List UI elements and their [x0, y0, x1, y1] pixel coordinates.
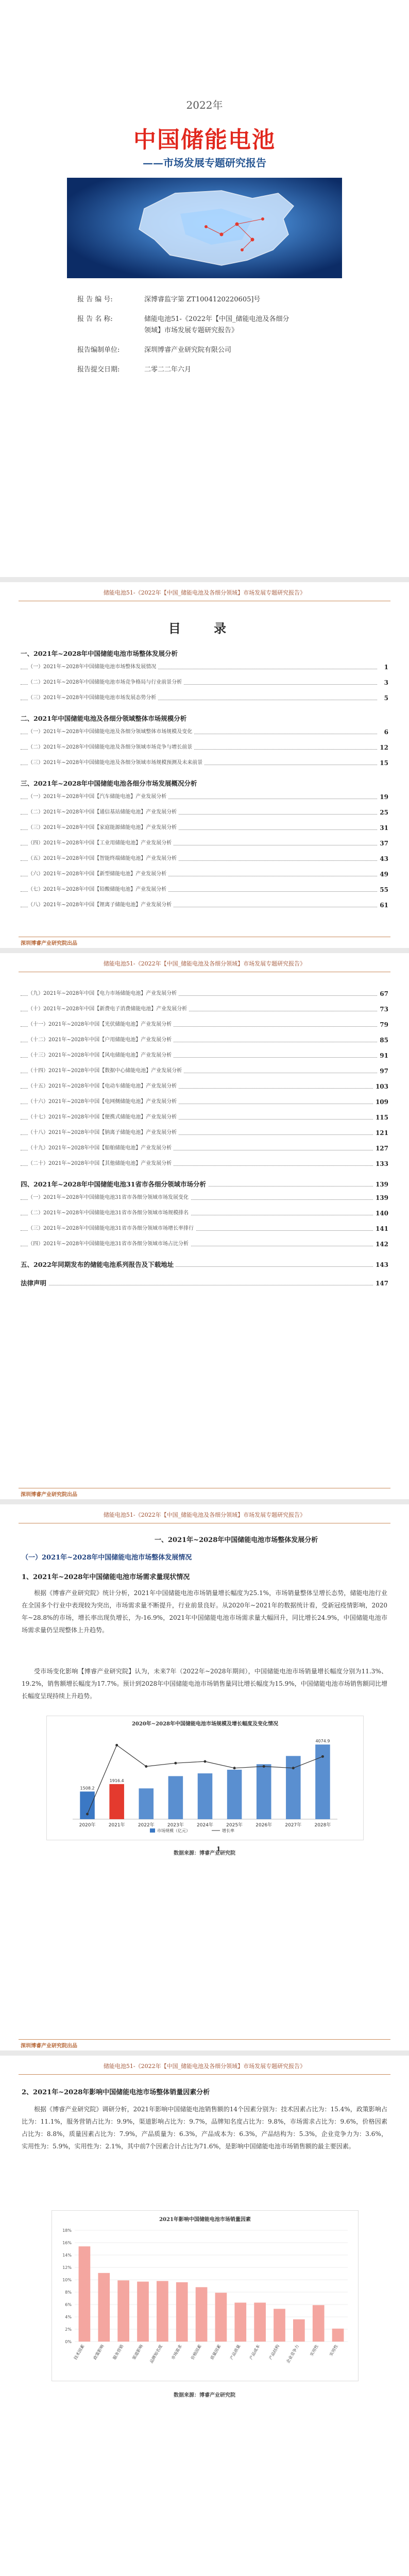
bar: [137, 2282, 149, 2342]
y-tick-label: 4%: [65, 2315, 72, 2319]
x-tick-label: 产品结构: [268, 2344, 281, 2361]
toc-entry[interactable]: [21, 663, 388, 672]
toc-entry-text: （十）2021年~2028年中国【新费电子消费储能电池】产业发展分析: [28, 1006, 189, 1012]
toc-page-number: 73: [378, 1005, 388, 1014]
toc-page-number: 3: [382, 678, 388, 687]
x-tick-label: 技术因素: [73, 2344, 86, 2361]
y-tick-label: 14%: [62, 2253, 72, 2258]
toc-chapter[interactable]: [21, 649, 388, 658]
toc-page-number: 37: [378, 839, 388, 848]
page-header: 储能电池51-《2022年【中国_储能电池及各细分领域】市场发展专题研究报告》: [103, 1512, 306, 1518]
bar: [198, 1773, 213, 1819]
toc-page-number: 15: [378, 758, 388, 768]
bar: [257, 1764, 271, 1819]
x-tick-label: 2026年: [255, 1823, 272, 1828]
x-tick-label: 政策影响: [92, 2344, 105, 2361]
legend-label: 市场规模（亿元）: [157, 1828, 190, 1833]
toc-entry-text: （四）2021年~2028年中国【工业用储能电池】产业发展分析: [28, 840, 174, 846]
legend-label: 增长率: [222, 1828, 234, 1833]
header-divider: [19, 2074, 390, 2075]
toc-page-number: 109: [373, 1097, 388, 1107]
y-tick-label: 10%: [62, 2278, 72, 2282]
toc-page-number: 61: [378, 901, 388, 910]
report-name-value-2: 领域】市场发展专题研究报告》: [144, 327, 238, 334]
toc-entry-text: （五）2021年~2028年中国【智能终端储能电池】产业发展分析: [28, 856, 179, 861]
toc-entry-text: 三、2021年~2028年中国储能电池各细分市场发展概况分析: [21, 779, 199, 787]
toc-chapter[interactable]: [21, 714, 388, 723]
toc-entry-text: （一）2021年~2028年中国【汽车储能电池】产业发展分析: [28, 794, 168, 800]
bar: [215, 2293, 227, 2342]
legend-swatch: [150, 1828, 155, 1833]
report-date-value: 二零二二年六月: [144, 366, 192, 374]
toc-page-number: 139: [373, 1193, 388, 1202]
page-footer: 深圳博睿产业研究院出品: [21, 2043, 77, 2049]
toc-page-number: 127: [373, 1144, 388, 1153]
page-footer: 深圳博睿产业研究院出品: [21, 941, 77, 946]
toc-entry-text: （二十）2021年~2028年中国【其他储能电池】产业发展分析: [28, 1161, 174, 1166]
toc-entry-text: （七）2021年~2028年中国【铅酸储能电池】产业发展分析: [28, 887, 168, 892]
factors-chart: [52, 2210, 359, 2381]
y-tick-label: 2%: [65, 2327, 72, 2332]
x-tick-label: 价格因素: [190, 2344, 202, 2361]
toc-entry[interactable]: [21, 901, 388, 910]
toc-entry-text: （二）2021年~2028年中国储能电池市场竞争格局与行业前景分析: [28, 680, 184, 685]
bar: [196, 2287, 208, 2342]
toc-page-1: [0, 582, 409, 948]
toc-entry[interactable]: [21, 758, 388, 768]
toc-entry-text: 法律声明: [21, 1279, 48, 1287]
toc-entry-text: （一）2021年~2028年中国储能电池市场整体发展情况: [28, 664, 158, 670]
toc-entry-text: （二）2021年~2028年中国【通信基站储能电池】产业发展分析: [28, 809, 179, 815]
toc-page-number: 97: [378, 1066, 388, 1076]
toc-entry[interactable]: [21, 1036, 388, 1045]
toc-entry-text: （六）2021年~2028年中国【新型储能电池】产业发展分析: [28, 871, 168, 877]
toc-entry-text: （十五）2021年~2028年中国【电动车储能电池】产业发展分析: [28, 1083, 179, 1089]
toc-entry[interactable]: [21, 1082, 388, 1091]
report-name-label: 报 告 名 称:: [77, 315, 113, 323]
cover-map-image: [67, 178, 342, 278]
toc-entry[interactable]: [21, 1113, 388, 1122]
toc-entry[interactable]: [21, 885, 388, 894]
cover-subtitle: ——市场发展专题研究报告: [143, 157, 266, 169]
toc-page-number: 6: [382, 727, 388, 737]
toc-entry-text: （三）2021年~2028年中国储能电池及各细分领域市场规模预测及未来前景: [28, 760, 204, 766]
toc-entry-text: （十四）2021年~2028年中国【数据中心储能电池】产业发展分析: [28, 1068, 184, 1074]
chart-canvas: [47, 1727, 363, 1840]
paragraph: 根据《博睿产业研究院》调研分析，2021年影响中国储能电池销售额的14个因素分别为：技术因素占比为：15.4%，政策影响占比为：11.1%，服务营销占比为：9.9%，渠道影响占比为：9.7%，品牌知名度占比为：9.8%，市场需求占比为：9.6%，价格因素占比为：8.8%，质量因素占比为：7.9%，产品质量为：6.3%，产品成本为：6.3%，产品结构为：5.3%，企业竞争力为：3.6%，实用性为：5.9%，实用性为：2.1%，其中前7个因素合计占比为71.6%，是影响中国储能电池市场销售额的最主要因素。: [22, 2106, 387, 2150]
toc-page-number: 67: [378, 989, 388, 998]
x-tick-label: 企业竞争力: [285, 2344, 300, 2364]
toc-entry-text: 四、2021年~2028年中国储能电池31省市各细分领域市场分析: [21, 1180, 208, 1188]
toc-entry[interactable]: [21, 1144, 388, 1153]
growth-point: [204, 1760, 207, 1763]
toc-entry[interactable]: [21, 854, 388, 863]
report-number-row: [77, 294, 260, 303]
toc-entry-text: （十三）2021年~2028年中国【风电储能电池】产业发展分析: [28, 1053, 174, 1058]
bar: [117, 2280, 129, 2342]
toc-entry-text: 二、2021年中国储能电池及各细分领域整体市场规模分析: [21, 715, 189, 722]
toc-entry-text: （一）2021年~2028年中国储能电池及各细分领域整体市场规模及变化: [28, 729, 194, 735]
toc-page-number: 25: [378, 808, 388, 817]
x-tick-label: 服务营销: [112, 2344, 125, 2361]
toc-entry-text: （二）2021年~2028年中国储能电池31省市各细分领域市场规模排名: [28, 1210, 191, 1216]
report-date-row: [77, 364, 191, 374]
paragraph: 根据《博睿产业研究院》统计分析，2021年中国储能电池市场销量增长幅度为25.1%，市场销量整体呈增长态势，储能电池行业在全国多个行业中表现较为突出，市场需求量不断提升，行业前景良好。从2020年~2021年的数据统计看，受新冠疫情影响，2020年~28.8%的市场，增长率出现负增长，为-16.9%，2021年中国储能电池市场需求量大幅回升，同比增长24.9%，中国储能电池市场需求量仍呈现整体上升趋势。: [22, 1589, 387, 1634]
toc-page-number: 133: [373, 1159, 388, 1168]
y-tick-label: 18%: [62, 2228, 72, 2233]
toc-entry[interactable]: [21, 1193, 388, 1202]
toc-page-number: 31: [378, 823, 388, 833]
toc-entry-text: （十六）2021年~2028年中国【电网侧储能电池】产业发展分析: [28, 1099, 179, 1105]
toc-page-number: 140: [373, 1209, 388, 1218]
report-org-value: 深圳博睿产业研究院有限公司: [144, 346, 232, 354]
toc-entry[interactable]: [21, 1005, 388, 1014]
cover-page: [0, 0, 409, 577]
y-tick-label: 16%: [62, 2241, 72, 2245]
toc-entry-text: （十九）2021年~2028年中国【船舶储能电池】产业发展分析: [28, 1145, 174, 1151]
bar: [157, 2281, 168, 2342]
data-source: 数据来源：博睿产业研究院: [174, 2393, 235, 2398]
toc-chapter[interactable]: [21, 1260, 388, 1269]
toc-entry-text: （三）2021年~2028年中国【家庭能源储能电池】产业发展分析: [28, 825, 179, 831]
x-tick-label: 2020年: [79, 1823, 96, 1828]
x-tick-label: 市场需求: [171, 2344, 183, 2361]
growth-point: [233, 1767, 236, 1769]
growth-point: [321, 1755, 324, 1758]
toc-page-number: 85: [378, 1036, 388, 1045]
toc-entry[interactable]: [21, 1240, 388, 1249]
y-tick-label: 6%: [65, 2302, 72, 2307]
x-tick-label: 质量因素: [209, 2344, 222, 2361]
toc-entry-text: （十二）2021年~2028年中国【户用储能电池】产业发展分析: [28, 1037, 174, 1043]
toc-page-number: 103: [373, 1082, 388, 1091]
y-tick-label: 12%: [62, 2265, 72, 2270]
toc-page-number: 79: [378, 1020, 388, 1029]
growth-point: [263, 1765, 265, 1768]
page-header: 储能电池51-《2022年【中国_储能电池及各细分领域】市场发展专题研究报告》: [103, 960, 306, 967]
toc-page-number: 143: [373, 1260, 388, 1269]
cover-title: 中国储能电池: [133, 127, 276, 153]
x-tick-label: 2024年: [197, 1823, 213, 1828]
footer-divider: [19, 2039, 390, 2040]
toc-entry[interactable]: [21, 792, 388, 802]
toc-entry[interactable]: [21, 743, 388, 752]
toc-entry[interactable]: [21, 839, 388, 848]
toc-entry-text: （八）2021年~2028年中国【锂离子储能电池】产业发展分析: [28, 902, 174, 908]
report-number-value: 深博睿监字第 ZT1004120220605]号: [144, 296, 261, 303]
report-org-label: 报告编制单位:: [77, 346, 120, 354]
toc-entry-text: （十七）2021年~2028年中国【便携式储能电池】产业发展分析: [28, 1114, 179, 1120]
toc-entry[interactable]: [21, 823, 388, 833]
toc-entry-text: 五、2022年同期发布的储能电池系列报告及下载地址: [21, 1261, 176, 1268]
toc-chapter[interactable]: [21, 1279, 388, 1288]
chart-title: 2020年~2028年中国储能电池市场规模及增长幅度及变化情况: [131, 1721, 279, 1727]
growth-point: [145, 1765, 147, 1768]
toc-entry[interactable]: [21, 1051, 388, 1060]
report-name-value: 储能电池51-《2022年【中国_储能电池及各细分: [144, 315, 289, 323]
report-number-label: 报 告 编 号:: [77, 296, 113, 303]
bar: [254, 2302, 266, 2342]
toc-entry-text: （三）2021年~2028年中国储能电池市场发展态势分析: [28, 695, 158, 701]
x-tick-label: 渠道影响: [131, 2344, 144, 2361]
growth-point: [86, 1813, 89, 1816]
market-size-chart: [46, 1716, 364, 1840]
bar: [234, 2302, 246, 2342]
toc-entry-text: （二）2021年~2028年中国储能电池及各细分领域市场竞争与增长前景: [28, 744, 194, 750]
x-tick-label: 品牌知名度: [149, 2344, 164, 2364]
toc-chapter[interactable]: [21, 1180, 388, 1189]
report-org-row: [77, 344, 231, 354]
section-heading-3: 1、2021年~2028年中国储能电池市场需求量现状情况: [22, 1573, 190, 1581]
toc-entry[interactable]: [21, 1097, 388, 1107]
bar: [109, 1784, 124, 1819]
toc-page-number: 139: [373, 1180, 388, 1189]
data-label: 1508.2: [80, 1786, 95, 1791]
toc-entry[interactable]: [21, 1159, 388, 1168]
report-name-row-2: [77, 325, 238, 334]
page-header: 储能电池51-《2022年【中国_储能电池及各细分领域】市场发展专题研究报告》: [103, 589, 306, 596]
x-tick-label: 2025年: [226, 1823, 243, 1828]
toc-chapter[interactable]: [21, 779, 388, 788]
bar: [293, 2319, 305, 2342]
section-heading-2: （一）2021年~2028年中国储能电池市场整体发展情况: [22, 1554, 192, 1562]
section-heading-1: 一、2021年~2028年中国储能电池市场整体发展分析: [155, 1536, 318, 1544]
bar: [286, 1756, 301, 1819]
toc-page-number: 1: [382, 663, 388, 672]
data-label: 4074.9: [315, 1739, 330, 1744]
page-header: 储能电池51-《2022年【中国_储能电池及各细分领域】市场发展专题研究报告》: [103, 2063, 306, 2070]
x-tick-label: 2023年: [167, 1823, 184, 1828]
bar: [139, 1788, 154, 1819]
toc-page-2: [0, 953, 409, 1499]
toc-page-number: 43: [378, 854, 388, 863]
toc-entry[interactable]: [21, 1209, 388, 1218]
content-page-2: [0, 2056, 409, 2576]
bar: [98, 2273, 110, 2342]
report-name-row: [77, 313, 289, 323]
x-tick-label: 2028年: [314, 1823, 331, 1828]
toc-page-number: 19: [378, 792, 388, 802]
toc-entry[interactable]: [21, 678, 388, 687]
toc-entry[interactable]: [21, 1128, 388, 1138]
toc-entry-text: （三）2021年~2028年中国储能电池31省市各细分领域市场增长率排行: [28, 1226, 196, 1231]
bar: [227, 1770, 242, 1819]
toc-page-number: 5: [382, 693, 388, 703]
toc-entry[interactable]: [21, 693, 388, 703]
toc-entry[interactable]: [21, 989, 388, 998]
y-tick-label: 8%: [65, 2290, 72, 2295]
toc-page-number: 147: [373, 1279, 388, 1288]
report-date-label: 报告提交日期:: [77, 366, 120, 374]
bar: [168, 1776, 183, 1819]
toc-entry[interactable]: [21, 1066, 388, 1076]
x-tick-label: 产品质量: [229, 2344, 242, 2361]
toc-entry[interactable]: [21, 870, 388, 879]
growth-point: [115, 1744, 118, 1747]
toc-page-number: 121: [373, 1128, 388, 1138]
toc-page-number: 115: [373, 1113, 388, 1122]
toc-entry[interactable]: [21, 1020, 388, 1029]
toc-entry-text: （十八）2021年~2028年中国【钠离子储能电池】产业发展分析: [28, 1130, 179, 1136]
page-number: 1: [216, 1845, 221, 1853]
toc-page-number: 91: [378, 1051, 388, 1060]
x-tick-label: 2021年: [108, 1823, 125, 1828]
toc-entry-text: （四）2021年~2028年中国储能电池31省市各细分领域市场占比分析: [28, 1241, 191, 1247]
growth-point: [174, 1762, 177, 1765]
bar: [313, 2305, 325, 2342]
chart-canvas: [52, 2223, 358, 2380]
x-tick-label: 实用性: [309, 2344, 319, 2357]
paragraph: 受市场变化影响【博睿产业研究院】认为，未来7年（2022年~2028年期间），中国储能电池市场销量增长幅度分别为11.3%、19.2%，销售额增长幅度为17.7%。预计到2028年中国储能电池市场销售量同比增长幅度为15.9%，中国储能电池市场销售额同比增长幅度呈现持续上升趋势。: [22, 1668, 387, 1700]
toc-entry[interactable]: [21, 1224, 388, 1233]
toc-page-number: 49: [378, 870, 388, 879]
bar: [332, 2329, 344, 2342]
bar: [79, 2246, 91, 2342]
data-label: 1916.4: [109, 1778, 124, 1783]
content-page-1: [0, 1504, 409, 2050]
toc-page-number: 142: [373, 1240, 388, 1249]
x-tick-label: 2027年: [285, 1823, 302, 1828]
x-tick-label: 产品成本: [248, 2344, 261, 2361]
toc-page-number: 55: [378, 885, 388, 894]
toc-entry-text: （一）2021年~2028年中国储能电池31省市各细分领域市场发展变化: [28, 1195, 191, 1200]
toc-title: 目 录: [168, 621, 241, 636]
y-tick-label: 0%: [65, 2340, 72, 2344]
toc-page-number: 141: [373, 1224, 388, 1233]
data-source: 数据来源：博睿产业研究院: [174, 1851, 235, 1856]
page-footer: 深圳博睿产业研究院出品: [21, 1492, 77, 1498]
toc-entry[interactable]: [21, 727, 388, 737]
x-tick-label: 实用性: [329, 2344, 339, 2357]
section-heading-3: 2、2021年~2028年影响中国储能电池市场整体销量因素分析: [22, 2089, 210, 2096]
chart-title: 2021年影响中国储能电池市场销量因素: [159, 2217, 251, 2223]
growth-point: [292, 1767, 295, 1769]
toc-page-number: 12: [378, 743, 388, 752]
toc-entry-text: （九）2021年~2028年中国【电力市场储能电池】产业发展分析: [28, 991, 179, 996]
toc-entry[interactable]: [21, 808, 388, 817]
bar: [274, 2309, 285, 2342]
x-tick-label: 2022年: [138, 1823, 155, 1828]
toc-entry-text: 一、2021年~2028年中国储能电池市场整体发展分析: [21, 650, 180, 657]
cover-year: 2022年: [186, 99, 223, 111]
toc-entry-text: （十一）2021年~2028年中国【光伏储能电池】产业发展分析: [28, 1022, 174, 1027]
bar: [176, 2282, 188, 2342]
